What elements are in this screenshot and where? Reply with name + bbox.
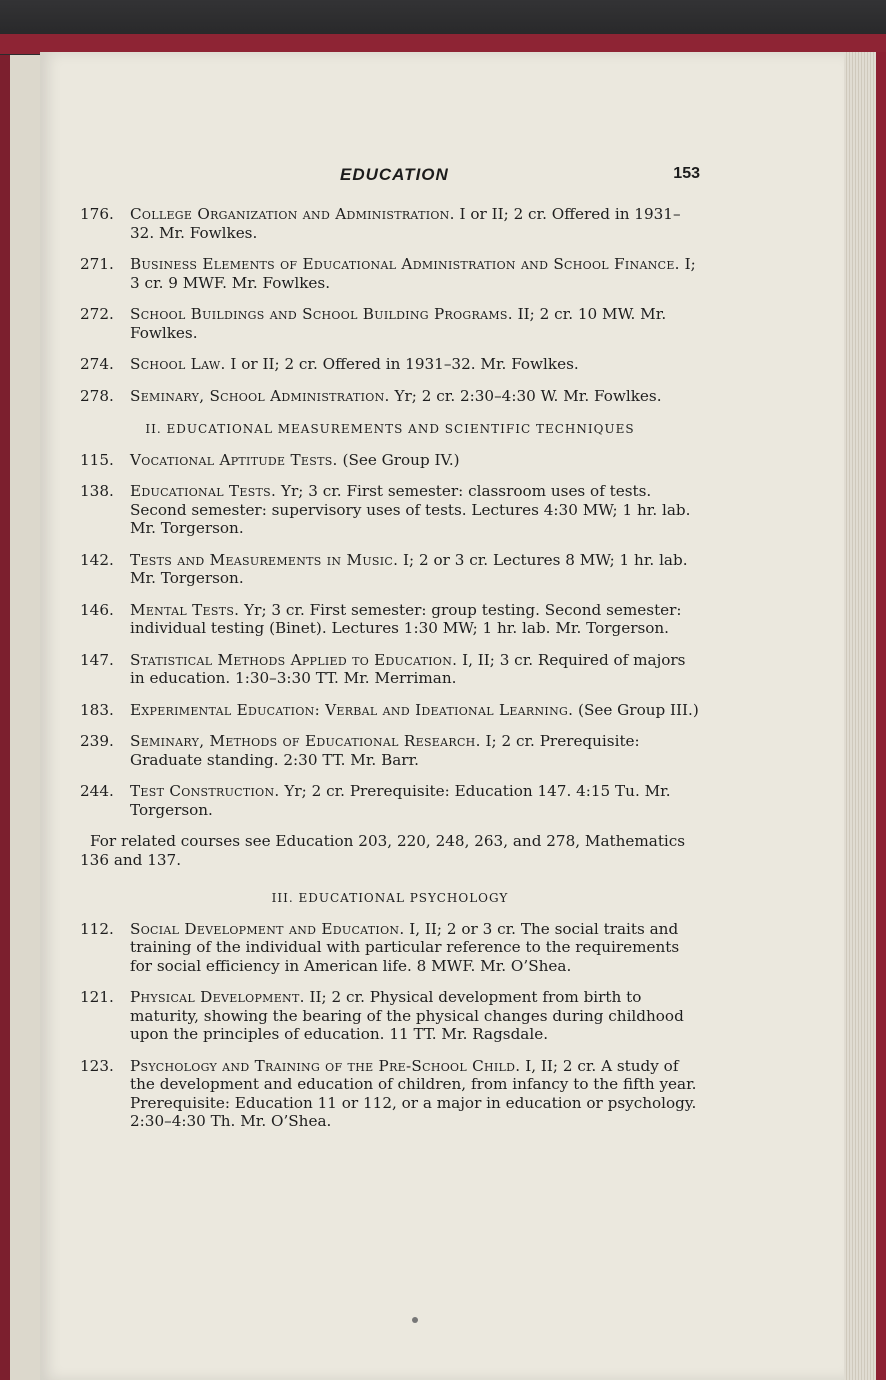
course-entry xyxy=(80,551,700,588)
page-title: EDUCATION xyxy=(340,165,449,184)
course-number: 274. xyxy=(80,355,114,373)
course-name: School Law. xyxy=(130,355,226,373)
course-number: 272. xyxy=(80,305,114,323)
course-description: Yr; 3 cr. First semester: group testing. Second semester: individual testing (Binet). Lectures 1:30 MW; 1 hr. lab. Mr. Torgerson. xyxy=(130,600,682,637)
course-name: Business Elements of Educational Administration and School Finance. xyxy=(130,255,680,273)
course-description: I; 2 cr. Prerequisite: Graduate standing. 2:30 TT. Mr. Barr. xyxy=(130,732,640,769)
course-entry xyxy=(80,1057,700,1131)
cover-red-edge xyxy=(0,34,886,54)
course-description: Yr; 2 cr. 2:30–4:30 W. Mr. Fowlkes. xyxy=(389,386,662,405)
course-entry xyxy=(80,920,700,976)
course-entry xyxy=(80,782,700,819)
page-number: 153 xyxy=(673,165,700,182)
course-number: 121. xyxy=(80,988,114,1006)
course-number: 147. xyxy=(80,650,114,669)
course-description: II; 2 cr. 10 MW. Mr. Fowlkes. xyxy=(130,305,667,342)
course-name: Seminary, School Administration. xyxy=(130,386,390,405)
section-heading: II. EDUCATIONAL MEASUREMENTS AND SCIENTIFIC TECHNIQUES xyxy=(145,422,635,436)
course-description: I or II; 2 cr. Offered in 1931–32. Mr. Fowlkes. xyxy=(130,205,681,242)
course-name: Experimental Education: Verbal and Ideational Learning. xyxy=(130,700,574,719)
course-entry xyxy=(80,988,700,1044)
page-mark xyxy=(412,1317,418,1323)
course-name: Social Development and Education. xyxy=(130,919,405,938)
course-entry xyxy=(80,305,700,342)
course-description: Yr; 2 cr. Prerequisite: Education 147. 4:15 Tu. Mr. Torgerson. xyxy=(130,782,671,819)
course-number: 244. xyxy=(80,782,114,800)
right-cover-edge xyxy=(876,52,886,1380)
course-number: 183. xyxy=(80,700,114,719)
course-description: I, II; 2 or 3 cr. The social traits and training of the individual with particular reference to the requirements for social efficiency in American life. 8 MWF. Mr. O’Shea. xyxy=(130,919,680,975)
course-number: 112. xyxy=(80,919,114,938)
course-number: 239. xyxy=(80,732,114,750)
course-name: Educational Tests. xyxy=(130,482,277,500)
course-entry xyxy=(80,255,700,292)
course-entry xyxy=(80,601,700,638)
course-description: I, II; 2 cr. A study of the development and education of children, from infancy to the fifth year. Prerequisite: Education 11 or 112, or a major in education or psychology. 2:30–4:30 Th. Mr. O’Shea. xyxy=(130,1056,697,1130)
course-name: Mental Tests. xyxy=(130,600,240,619)
course-entry xyxy=(80,651,700,688)
course-entry xyxy=(80,451,700,470)
course-description: I; 2 or 3 cr. Lectures 8 MW; 1 hr. lab. Mr. Torgerson. xyxy=(130,550,688,587)
course-number: 146. xyxy=(80,600,114,619)
course-number: 176. xyxy=(80,205,114,223)
course-name: College Organization and Administration. xyxy=(130,205,455,223)
course-name: Vocational Aptitude Tests. xyxy=(130,450,338,469)
course-description: Yr; 3 cr. First semester: classroom uses of tests. Second semester: supervisory uses of tests. Lectures 4:30 MW; 1 hr. lab. Mr. Torgerson. xyxy=(130,482,691,537)
course-description: (See Group IV.) xyxy=(337,450,460,469)
course-name: Psychology and Training of the Pre-School Child. xyxy=(130,1056,521,1075)
course-number: 138. xyxy=(80,482,114,500)
course-description: I or II; 2 cr. Offered in 1931–32. Mr. Fowlkes. xyxy=(225,355,579,373)
course-name: Test Construction. xyxy=(130,782,280,800)
course-number: 278. xyxy=(80,386,114,405)
course-number: 123. xyxy=(80,1056,114,1075)
related-courses-note: For related courses see Education 203, 220, 248, 263, and 278, Mathematics 136 and 137. xyxy=(80,832,686,869)
running-head xyxy=(80,165,700,187)
left-cover-edge xyxy=(0,55,10,1380)
course-description: II; 2 cr. Physical development from birth to maturity, showing the bearing of the physical changes during childhood upon the principles of education. 11 TT. Mr. Ragsdale. xyxy=(130,988,684,1043)
course-number: 142. xyxy=(80,550,114,569)
course-entry xyxy=(80,482,700,538)
course-description: I, II; 3 cr. Required of majors in education. 1:30–3:30 TT. Mr. Merriman. xyxy=(130,650,686,687)
course-number: 115. xyxy=(80,450,114,469)
course-entry xyxy=(80,205,700,242)
course-description: (See Group III.) xyxy=(573,700,699,719)
section-heading: III. EDUCATIONAL PSYCHOLOGY xyxy=(271,891,509,905)
course-list-group2 xyxy=(80,451,700,820)
course-entry xyxy=(80,355,700,374)
course-name: School Buildings and School Building Programs. xyxy=(130,305,513,323)
course-number: 271. xyxy=(80,255,114,273)
course-description: I; 3 cr. 9 MWF. Mr. Fowlkes. xyxy=(130,255,696,292)
course-entry xyxy=(80,732,700,769)
course-list-group1 xyxy=(80,205,700,405)
course-name: Tests and Measurements in Music. xyxy=(130,550,399,569)
course-name: Seminary, Methods of Educational Research. xyxy=(130,732,481,750)
page-content xyxy=(80,205,700,1144)
course-list-group3 xyxy=(80,920,700,1131)
course-name: Statistical Methods Applied to Education. xyxy=(130,650,458,669)
course-entry xyxy=(80,387,700,406)
course-entry xyxy=(80,701,700,720)
course-name: Physical Development. xyxy=(130,988,305,1006)
